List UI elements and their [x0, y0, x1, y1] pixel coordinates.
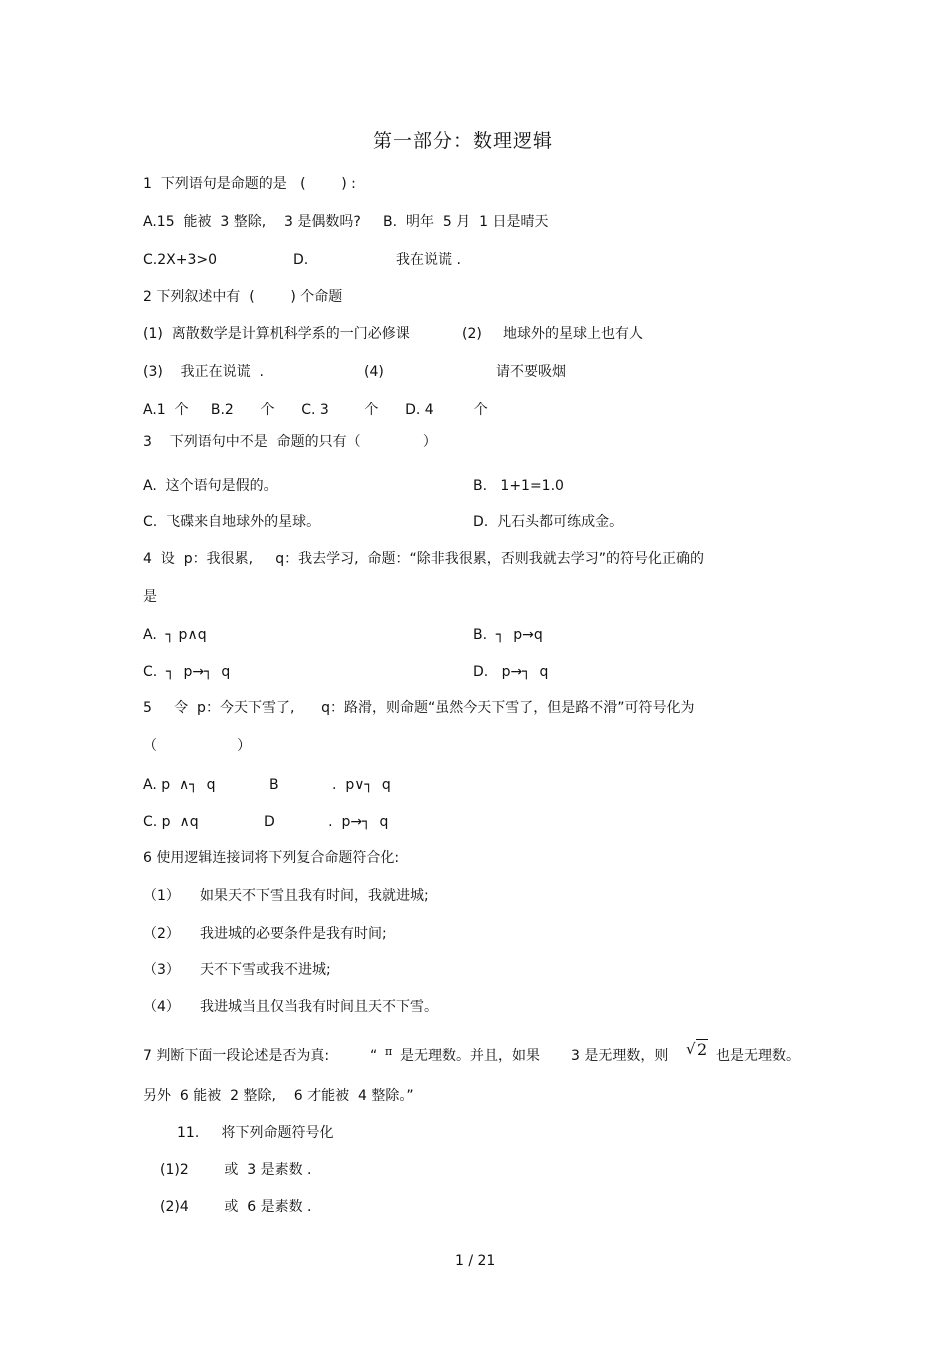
q4-option-d: D. p→┐ q: [473, 664, 549, 680]
q2-choices: A.1 个 B.2 个 C. 3 个 D. 4 个: [143, 402, 488, 418]
q7-pi-symbol: [385, 1047, 392, 1066]
q4-stem: 4 设 p：我很累, q：我去学习, 命题：“除非我很累，否则我就去学习”的符号化正确的: [143, 551, 705, 567]
q3-stem: 3 下列语句中不是 命题的只有（ ）: [143, 434, 437, 450]
q4-stem-cont: 是: [143, 589, 157, 605]
q2-item-2-num: (2): [462, 326, 482, 342]
q5-stem: 5 令 p：今天下雪了, q：路滑，则命题“虽然今天下雪了，但是路不滑”可符号化为: [143, 700, 695, 716]
q1-option-c: C.2X+3>0: [143, 252, 217, 268]
q6-item-3-text: 天不下雪或我不进城;: [200, 962, 331, 978]
q6-stem: 6 使用逻辑连接词将下列复合命题符合化:: [143, 850, 400, 866]
q7-part-3: 也是无理数。: [716, 1048, 800, 1064]
q1-option-d-label: D.: [293, 252, 309, 268]
q2-item-1: (1) 离散数学是计算机科学系的一门必修课: [143, 326, 410, 342]
q3-option-d: D. 凡石头都可练成金。: [473, 514, 624, 530]
q6-item-2-text: 我进城的必要条件是我有时间;: [200, 926, 387, 942]
q7-part-2: 3 是无理数，则: [571, 1048, 669, 1064]
q6-item-1-text: 如果天不下雪且我有时间，我就进城;: [200, 888, 429, 904]
q4-option-a: A. ┐ p∧q: [143, 627, 207, 643]
q5-option-d: D . p→┐ q: [264, 814, 389, 830]
q2-stem: 2 下列叙述中有 ( ) 个命题: [143, 289, 343, 305]
q2-item-2-text: 地球外的星球上也有人: [503, 326, 643, 342]
q6-item-1-num: （1）: [143, 888, 180, 904]
q5-paren: （ ）: [143, 738, 252, 754]
page-number: 1 / 21: [455, 1253, 496, 1269]
sqrt-argument: 2: [697, 1040, 708, 1059]
q5-option-b: B . p∨┐ q: [269, 777, 391, 793]
q4-option-b: B. ┐ p→q: [473, 627, 543, 643]
q1-option-d-text: 我在说谎 .: [396, 252, 461, 268]
q6-item-3-num: （3）: [143, 962, 180, 978]
q6-item-2-num: （2）: [143, 926, 180, 942]
q5-option-a: A. p ∧┐ q: [143, 777, 216, 793]
q7-part-1: 是无理数。并且，如果: [400, 1048, 540, 1064]
q7-sqrt: [686, 1040, 708, 1066]
q3-option-b: B. 1+1=1.0: [473, 478, 564, 494]
q1-stem: 1 下列语句是命题的是 ( ) :: [143, 176, 356, 192]
q7-lead: 7 判断下面一段论述是否为真:: [143, 1048, 330, 1064]
q6-item-4-text: 我进城当且仅当我有时间且天不下雪。: [200, 999, 438, 1015]
q7-quote-open: “: [370, 1048, 378, 1064]
q7-line-2: 另外 6 能被 2 整除, 6 才能被 4 整除。”: [143, 1088, 414, 1104]
q3-option-c: C. 飞碟来自地球外的星球。: [143, 514, 321, 530]
q2-item-4-num: (4): [364, 364, 384, 380]
q11-item-1: (1)2 或 3 是素数 .: [160, 1162, 312, 1178]
q4-option-c: C. ┐ p→┐ q: [143, 664, 231, 680]
q3-option-a: A. 这个语句是假的。: [143, 478, 278, 494]
q2-item-4-text: 请不要吸烟: [496, 364, 566, 380]
q11-stem: 11. 将下列命题符号化: [177, 1125, 334, 1141]
page-title: 第一部分：数理逻辑: [373, 130, 554, 152]
q2-item-3: (3) 我正在说谎 .: [143, 364, 264, 380]
q6-item-4-num: （4）: [143, 999, 180, 1015]
q1-options-ab: A.15 能被 3 整除, 3 是偶数吗? B. 明年 5 月 1 日是晴天: [143, 214, 549, 230]
q5-option-c: C. p ∧q: [143, 814, 199, 830]
q11-item-2: (2)4 或 6 是素数 .: [160, 1199, 312, 1215]
pi-symbol: π: [385, 1045, 393, 1058]
sqrt-symbol: [686, 1041, 708, 1059]
